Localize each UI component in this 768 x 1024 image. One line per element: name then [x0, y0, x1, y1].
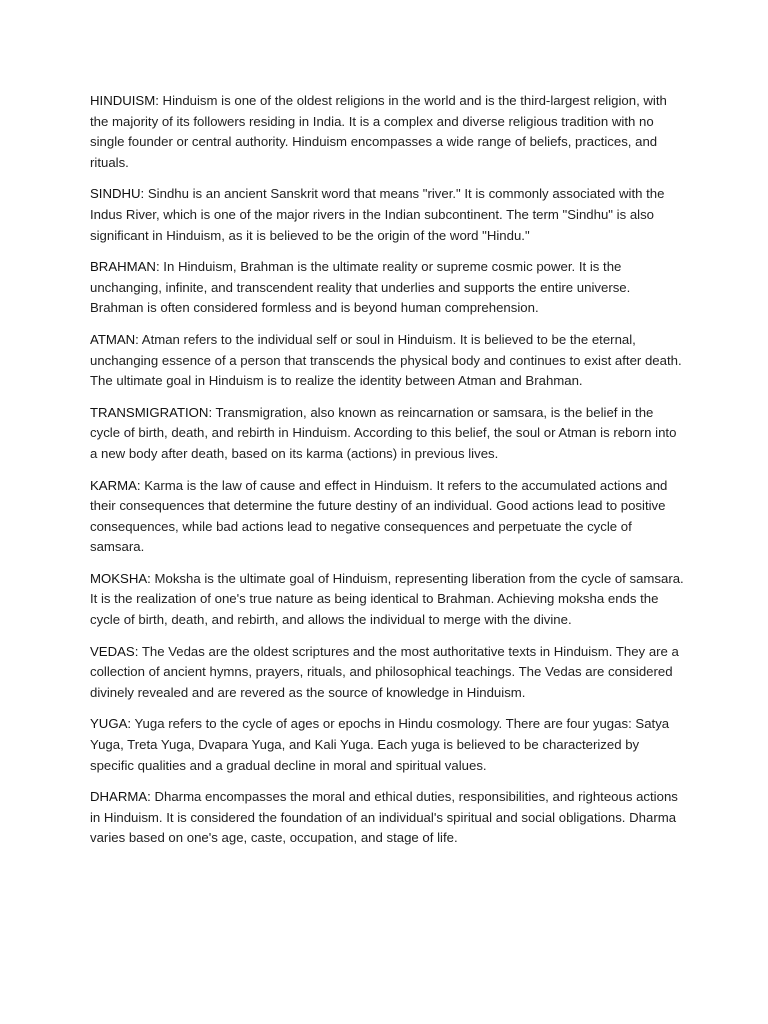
- entry-definition: Moksha is the ultimate goal of Hinduism, representing liberation from the cycle of samsara. It is the realization of one's true nature as being identical to Brahman. Achieving moksha ends the cycle of birth, death, and rebirth, and allows the individual to merge with the divine.: [90, 570, 684, 628]
- entry-karma: [90, 476, 685, 558]
- entry-term: BRAHMAN:: [90, 259, 160, 275]
- entry-term: HINDUISM:: [90, 93, 159, 108]
- entry-term: TRANSMIGRATION:: [90, 404, 213, 420]
- entry-atman: [90, 330, 685, 392]
- entry-dharma: [90, 787, 685, 849]
- entry-term: KARMA:: [90, 477, 141, 493]
- entry-term: SINDHU:: [90, 186, 145, 202]
- entry-definition: The Vedas are the oldest scriptures and the most authoritative texts in Hinduism. They are a collection of ancient hymns, prayers, rituals, and philosophical teachings. The Vedas are considered divinely revealed and are revered as the source of knowledge in Hinduism.: [90, 643, 679, 700]
- entry-term: VEDAS:: [90, 643, 139, 659]
- entry-term: ATMAN:: [90, 331, 139, 347]
- entry-definition: In Hinduism, Brahman is the ultimate reality or supreme cosmic power. It is the unchanging, infinite, and transcendent reality that underlies and supports the entire universe. Brahman is often considered formless and is beyond human comprehension.: [90, 259, 631, 316]
- entry-vedas: [90, 642, 685, 704]
- entry-yuga: [90, 714, 685, 776]
- entry-definition: Hinduism is one of the oldest religions in the world and is the third-largest religion, with the majority of its followers residing in India. It is a complex and diverse religious tradition with no single founder or central authority. Hinduism encompasses a wide range of beliefs, practices, and rituals.: [90, 93, 667, 170]
- entry-transmigration: [90, 403, 685, 465]
- entry-definition: Karma is the law of cause and effect in Hinduism. It refers to the accumulated actions and their consequences that determine the future destiny of an individual. Good actions lead to positive consequences, while bad actions lead to negative consequences and perpetuate the cycle of samsara.: [90, 477, 668, 555]
- entry-definition: Yuga refers to the cycle of ages or epochs in Hindu cosmology. There are four yugas: Satya Yuga, Treta Yuga, Dvapara Yuga, and Kali Yuga. Each yuga is believed to be characterized by specific qualities and a gradual decline in moral and spiritual values.: [90, 716, 670, 773]
- entry-term: YUGA:: [90, 716, 132, 732]
- entry-hinduism: [90, 91, 685, 173]
- entry-term: DHARMA:: [90, 789, 151, 805]
- entry-term: MOKSHA:: [90, 570, 151, 586]
- document-page: [90, 91, 685, 860]
- entry-definition: Dharma encompasses the moral and ethical duties, responsibilities, and righteous actions in Hinduism. It is considered the foundation of an individual's spiritual and social obligations. Dharma varies based on one's age, caste, occupation, and stage of life.: [90, 789, 678, 846]
- entry-definition: Atman refers to the individual self or soul in Hinduism. It is believed to be the eternal, unchanging essence of a person that transcends the physical body and continues to exist after death. The ultimate goal in Hinduism is to realize the identity between Atman and Brahman.: [90, 331, 682, 389]
- entry-definition: Sindhu is an ancient Sanskrit word that means "river." It is commonly associated with the Indus River, which is one of the major rivers in the Indian subcontinent. The term "Sindhu" is also significant in Hinduism, as it is believed to be the origin of the word "Hindu.": [90, 186, 665, 243]
- entry-sindhu: [90, 184, 685, 246]
- entry-brahman: [90, 257, 685, 319]
- entry-moksha: [90, 569, 685, 631]
- entry-definition: Transmigration, also known as reincarnation or samsara, is the belief in the cycle of birth, death, and rebirth in Hinduism. According to this belief, the soul or Atman is reborn into a new body after death, based on its karma (actions) in previous lives.: [90, 404, 677, 461]
